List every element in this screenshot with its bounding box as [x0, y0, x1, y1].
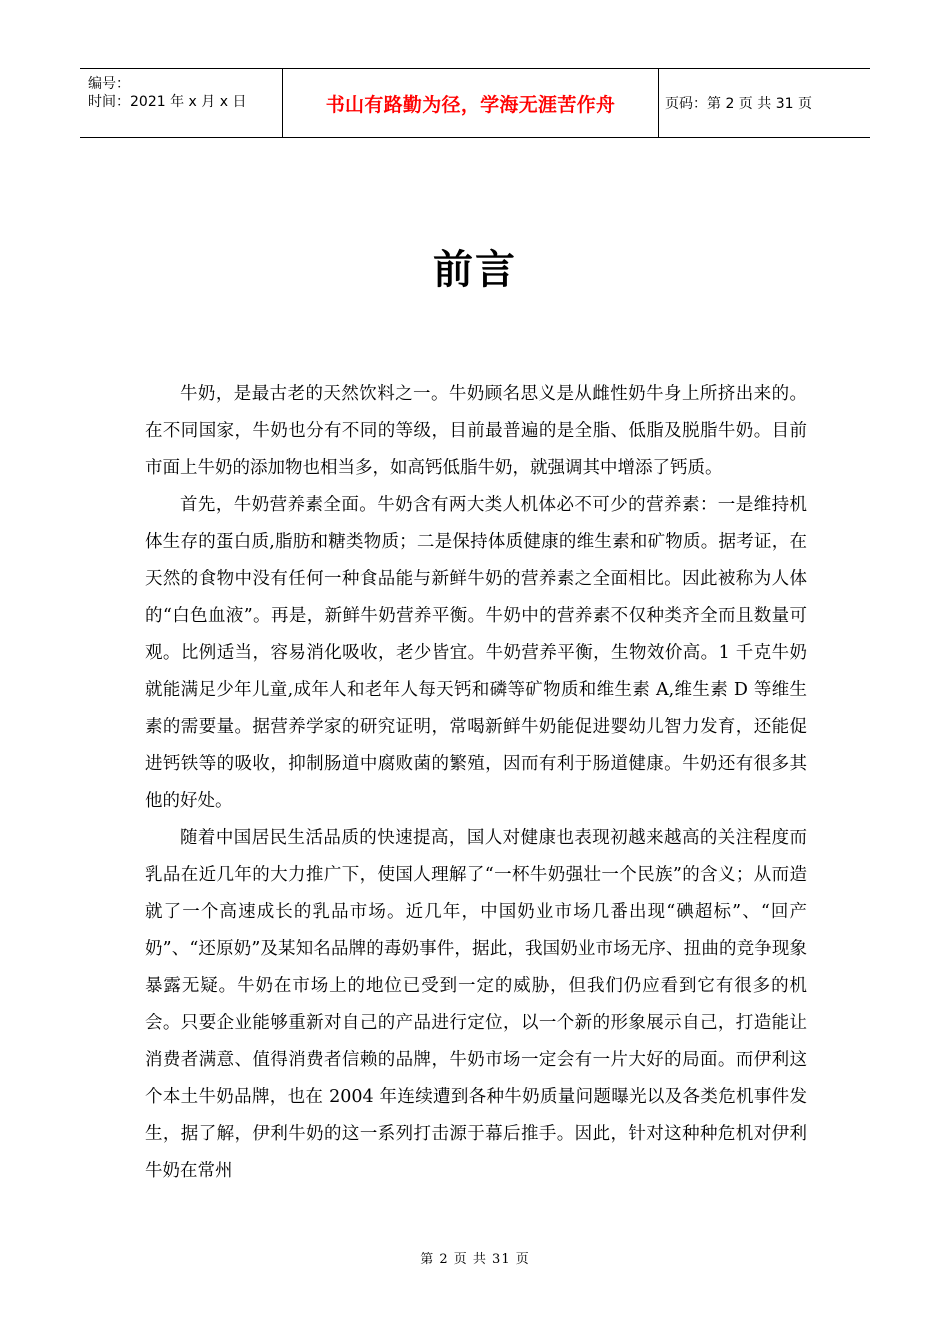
page-title: 前言 — [433, 247, 517, 293]
header-left-cell — [80, 69, 283, 137]
serial-label: 编号： — [88, 76, 130, 92]
header-right-cell — [659, 69, 870, 137]
body-text — [145, 376, 807, 1190]
paragraph-1: 牛奶，是最古老的天然饮料之一。牛奶顾名思义是从雌性奶牛身上所挤出来的。在不同国家，牛奶也分有不同的等级，目前最普遍的是全脂、低脂及脱脂牛奶。目前市面上牛奶的添加物也相当多，如高钙低脂牛奶，就强调其中增添了钙质。 — [145, 384, 807, 478]
time-label: 时间：2021 年 x 月 x 日 — [88, 94, 247, 110]
paragraph-3: 随着中国居民生活品质的快速提高，国人对健康也表现初越来越高的关注程度而乳品在近几年的大力推广下，使国人理解了“一杯牛奶强壮一个民族”的含义；从而造就了一个高速成长的乳品市场。近几年，中国奶业市场几番出现“碘超标”、“回产奶”、“还原奶”及某知名品牌的毒奶事件，据此，我国奶业市场无序、扭曲的竞争现象暴露无疑。牛奶在市场上的地位已受到一定的威胁，但我们仍应看到它有很多的机会。只要企业能够重新对自己的产品进行定位，以一个新的形象展示自己，打造能让消费者满意、值得消费者信赖的品牌，牛奶市场一定会有一片大好的局面。而伊利这个本土牛奶品牌，也在 2004 年连续遭到各种牛奶质量问题曝光以及各类危机事件发生，据了解，伊利牛奶的这一系列打击源于幕后推手。因此，针对这种种危机对伊利牛奶在常州 — [145, 828, 807, 1181]
motto-text: 书山有路勤为径，学海无涯苦作舟 — [325, 93, 616, 116]
page-footer: 第 2 页 共 31 页 — [420, 1252, 530, 1267]
header-table — [80, 68, 870, 138]
paragraph-2: 首先，牛奶营养素全面。牛奶含有两大类人机体必不可少的营养素：一是维持机体生存的蛋白质,脂肪和糖类物质；二是保持体质健康的维生素和矿物质。据考证，在天然的食物中没有任何一种食品能与新鲜牛奶的营养素之全面相比。因此被称为人体的“白色血液”。再是，新鲜牛奶营养平衡。牛奶中的营养素不仅种类齐全而且数量可观。比例适当，容易消化吸收，老少皆宜。牛奶营养平衡，生物效价高。1 千克牛奶就能满足少年儿童,成年人和老年人每天钙和磷等矿物质和维生素 A,维生素 D 等维生素的需要量。据营养学家的研究证明，常喝新鲜牛奶能促进婴幼儿智力发育，还能促进钙铁等的吸收，抑制肠道中腐败菌的繁殖，因而有利于肠道健康。牛奶还有很多其他的好处。 — [145, 495, 807, 811]
header-middle-cell — [283, 69, 659, 137]
page-info: 页码：第 2 页 共 31 页 — [665, 96, 812, 112]
